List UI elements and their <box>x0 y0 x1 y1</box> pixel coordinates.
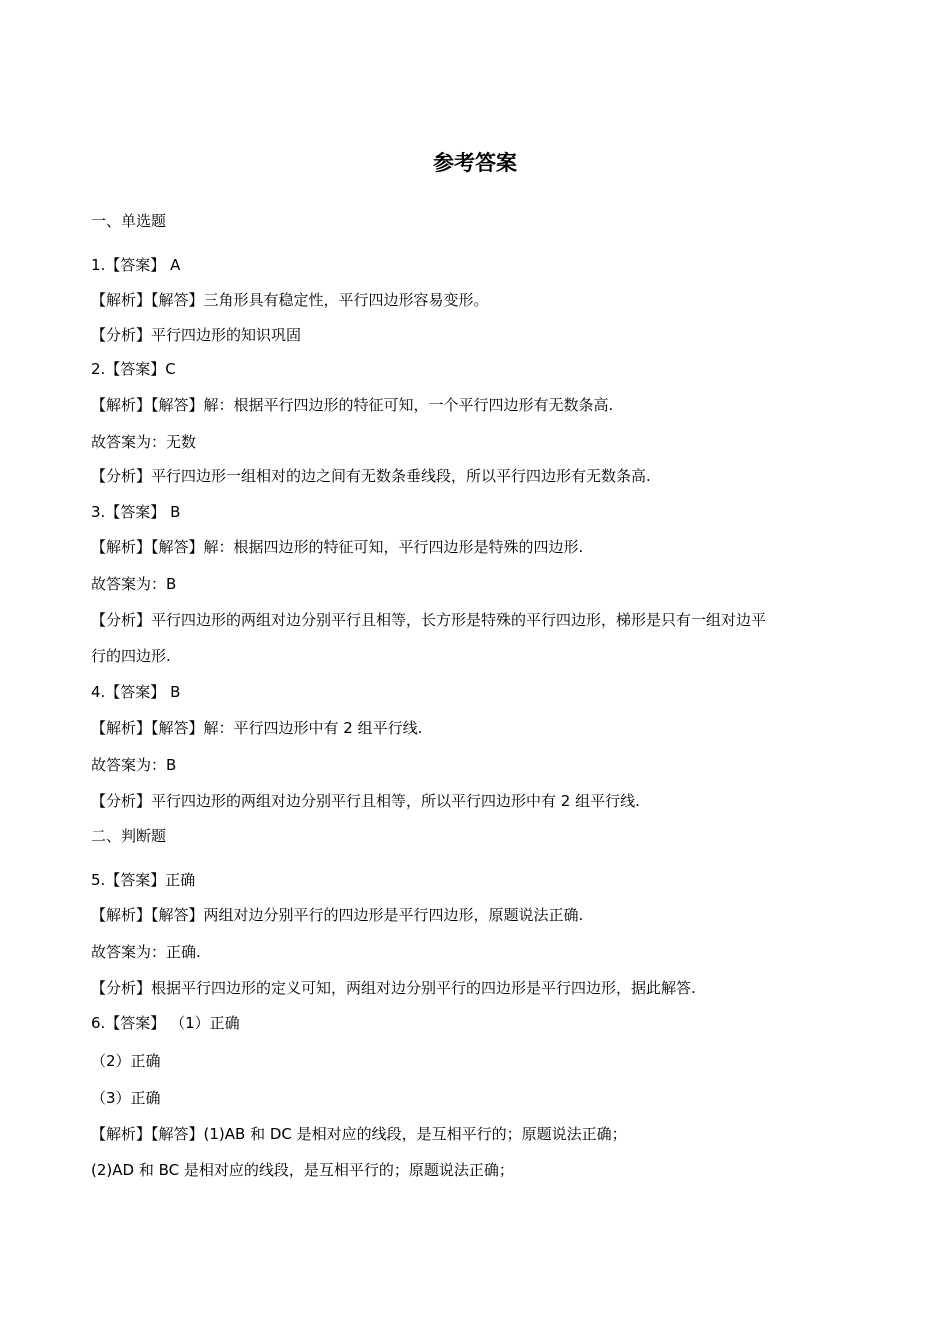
analysis-line: (2)AD 和 BC 是相对应的线段，是互相平行的；原题说法正确； <box>91 1161 514 1179</box>
answer-text-line: 故答案为：正确. <box>91 943 201 961</box>
analysis-line: 【分析】平行四边形一组相对的边之间有无数条垂线段，所以平行四边形有无数条高. <box>91 467 651 485</box>
answer-subitem: （3）正确 <box>91 1089 161 1107</box>
analysis-line: 【分析】根据平行四边形的定义可知，两组对边分别平行的四边形是平行四边形，据此解答. <box>91 979 696 997</box>
analysis-line: 【解析】【解答】解：根据四边形的特征可知，平行四边形是特殊的四边形. <box>91 538 584 556</box>
section-heading: 一、单选题 <box>91 212 167 230</box>
answer-line: 5.【答案】正确 <box>91 871 196 889</box>
answer-line: 4.【答案】 B <box>91 683 181 701</box>
page-title: 参考答案 <box>433 151 517 175</box>
answer-line: 3.【答案】 B <box>91 503 181 521</box>
analysis-line: 【解析】【解答】解：平行四边形中有 2 组平行线. <box>91 719 423 737</box>
analysis-line: 【分析】平行四边形的两组对边分别平行且相等，所以平行四边形中有 2 组平行线. <box>91 792 640 810</box>
analysis-line: 【解析】【解答】(1)AB 和 DC 是相对应的线段，是互相平行的；原题说法正确； <box>91 1125 627 1143</box>
analysis-line: 【解析】【解答】两组对边分别平行的四边形是平行四边形，原题说法正确. <box>91 906 584 924</box>
analysis-line-continued: 行的四边形. <box>91 647 171 665</box>
answer-line: 2.【答案】C <box>91 360 176 378</box>
answer-line: 6.【答案】 （1）正确 <box>91 1014 240 1032</box>
answer-line: 1.【答案】 A <box>91 256 181 274</box>
analysis-line: 【分析】平行四边形的两组对边分别平行且相等，长方形是特殊的平行四边形，梯形是只有一组对边平 <box>91 611 767 629</box>
section-heading: 二、判断题 <box>91 827 167 845</box>
answer-text-line: 故答案为：无数 <box>91 433 197 451</box>
analysis-line: 【解析】【解答】三角形具有稳定性，平行四边形容易变形。 <box>91 291 489 309</box>
answer-text-line: 故答案为：B <box>91 575 177 593</box>
answer-text-line: 故答案为：B <box>91 756 177 774</box>
analysis-line: 【解析】【解答】解：根据平行四边形的特征可知，一个平行四边形有无数条高. <box>91 396 614 414</box>
analysis-line: 【分析】平行四边形的知识巩固 <box>91 326 302 344</box>
answer-subitem: （2）正确 <box>91 1052 161 1070</box>
